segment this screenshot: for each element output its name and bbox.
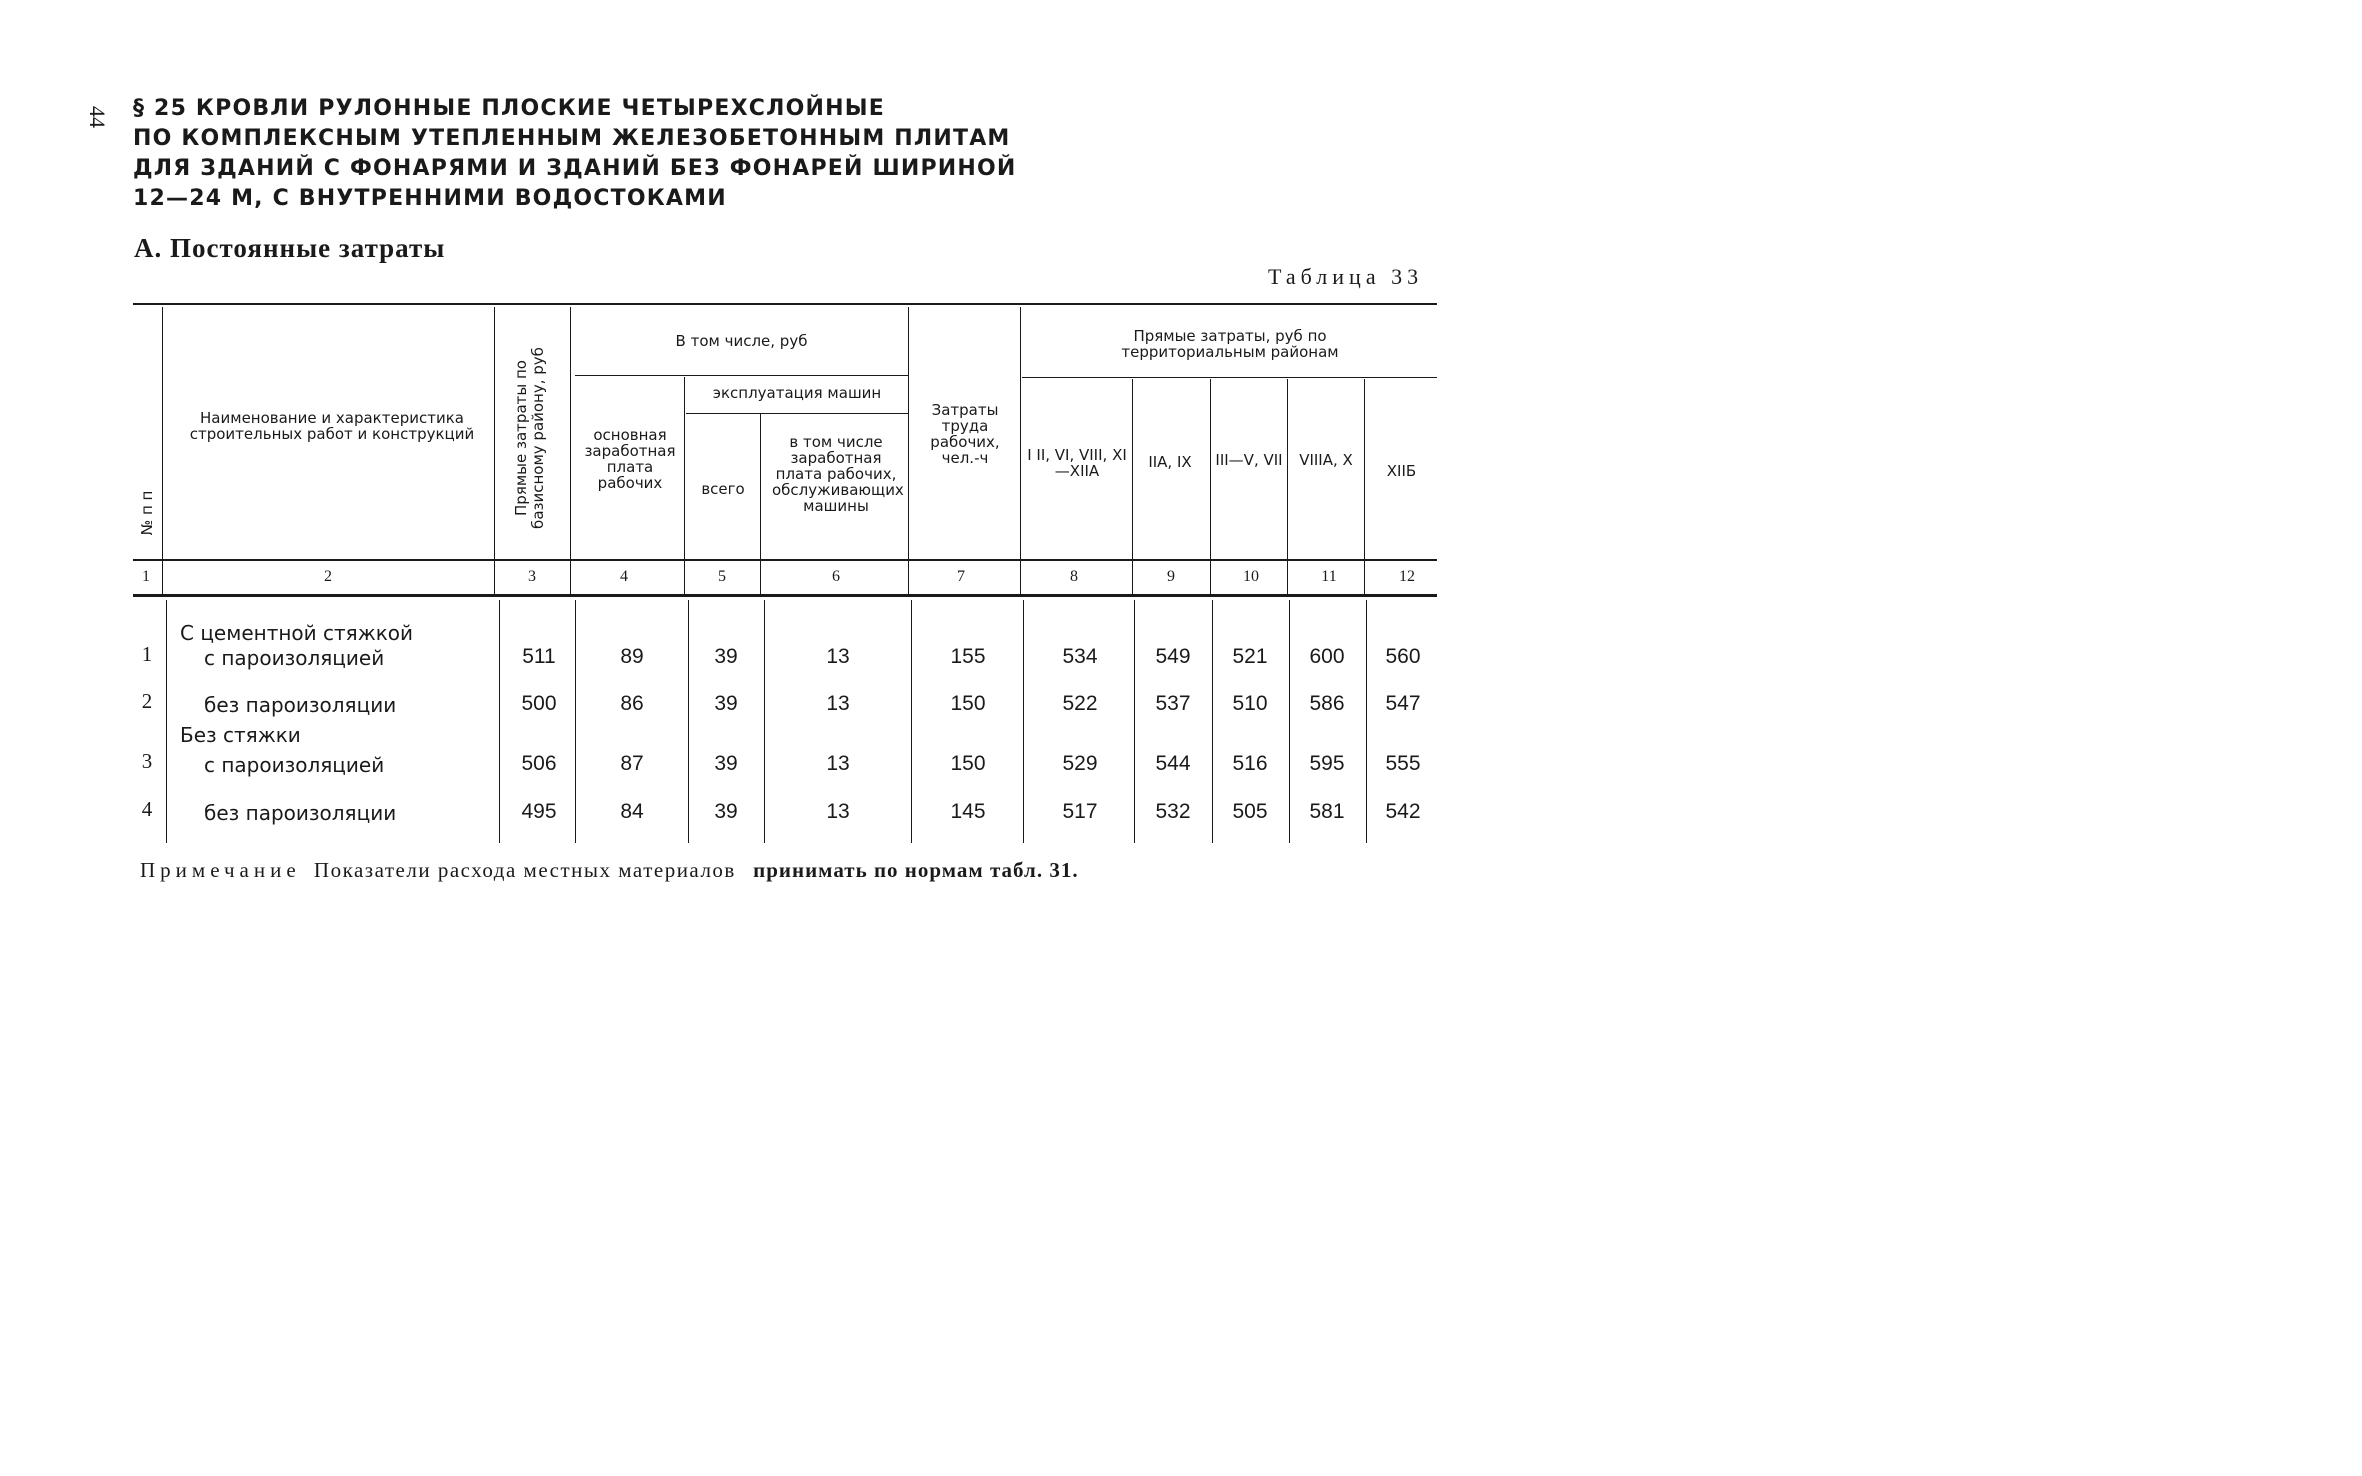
footnote-text: Показатели расхода местных материалов <box>313 858 736 882</box>
subheading: А. Постоянные затраты <box>134 233 446 263</box>
table-cell: 500 <box>521 692 557 715</box>
row-name: с пароизоляцией <box>204 753 385 777</box>
header-region-5: XIIБ <box>1386 462 1417 480</box>
table-cell: 155 <box>950 645 986 668</box>
table-cell: 537 <box>1155 692 1191 715</box>
table-cell: 547 <box>1385 692 1421 715</box>
table-cell: 39 <box>714 752 738 775</box>
table-cell: 506 <box>521 752 557 775</box>
column-number: 11 <box>1321 568 1337 585</box>
heading-line: ДЛЯ ЗДАНИЙ С ФОНАРЯМИ И ЗДАНИЙ БЕЗ ФОНАРЕЙ ШИРИНОЙ <box>133 156 1017 181</box>
column-number: 2 <box>324 568 332 585</box>
row-name: без пароизоляции <box>204 801 397 825</box>
table-cell: 529 <box>1062 752 1098 775</box>
table-cell: 39 <box>714 692 738 715</box>
row-name: без пароизоляции <box>204 693 397 717</box>
header-machines-wages: в том числе заработная плата рабочих, обслуживающих машины <box>772 433 904 515</box>
header-wages: основная заработная плата рабочих <box>584 426 676 492</box>
column-number: 12 <box>1399 568 1415 585</box>
header-incl-group: В том числе, руб <box>675 332 808 350</box>
table-cell: 86 <box>620 692 644 715</box>
column-number: 10 <box>1243 568 1259 585</box>
column-number: 9 <box>1167 568 1175 585</box>
header-labor: Затраты труда рабочих, чел.-ч <box>930 401 1000 467</box>
heading-line: ПО КОМПЛЕКСНЫМ УТЕПЛЕННЫМ ЖЕЛЕЗОБЕТОННЫМ ПЛИТАМ <box>133 126 1011 151</box>
table-cell: 150 <box>950 692 986 715</box>
table-cell: 13 <box>826 645 850 668</box>
table-cell: 39 <box>714 645 738 668</box>
header-region-1: I II, VI, VIII, XI—XIIA <box>1027 446 1127 480</box>
table-cell: 600 <box>1309 645 1345 668</box>
header-region-4: VIIIA, X <box>1299 451 1353 469</box>
table-cell: 505 <box>1232 800 1268 823</box>
table-cell: 13 <box>826 800 850 823</box>
heading-line: § 25 КРОВЛИ РУЛОННЫЕ ПЛОСКИЕ ЧЕТЫРЕХСЛОЙНЫЕ <box>133 96 885 121</box>
header-regions-group: Прямые затраты, руб по территориальным районам <box>1121 327 1339 361</box>
table-cell: 13 <box>826 752 850 775</box>
table-cell: 586 <box>1309 692 1345 715</box>
footnote <box>140 858 1079 883</box>
table-cell: 532 <box>1155 800 1191 823</box>
table-cell: 517 <box>1062 800 1098 823</box>
header-num: № п п <box>138 490 156 536</box>
column-number: 4 <box>620 568 628 585</box>
header-direct-base: Прямые затраты по базисному району, руб <box>512 347 547 529</box>
table-cell: 510 <box>1232 692 1268 715</box>
row-name: с пароизоляцией <box>204 646 385 670</box>
table-cell: 581 <box>1309 800 1345 823</box>
header-name: Наименование и характеристика строительных работ и конструкций <box>189 409 475 443</box>
table-cell: 522 <box>1062 692 1098 715</box>
header-region-2: IIA, IX <box>1148 453 1192 471</box>
row-number: 4 <box>141 797 153 821</box>
table-cell: 542 <box>1385 800 1421 823</box>
table-cell: 555 <box>1385 752 1421 775</box>
header-machines-group: эксплуатация машин <box>712 384 882 402</box>
table-cell: 560 <box>1385 645 1421 668</box>
header-machines-total: всего <box>701 480 745 498</box>
footnote-text-bold: принимать по нормам табл. 31. <box>753 858 1079 882</box>
page-number: 44 <box>85 106 110 128</box>
table-cell: 521 <box>1232 645 1268 668</box>
table-cell: 544 <box>1155 752 1191 775</box>
column-number: 5 <box>718 568 726 585</box>
table-cell: 516 <box>1232 752 1268 775</box>
table-cell: 595 <box>1309 752 1345 775</box>
footnote-label: Примечание <box>140 858 301 882</box>
table-cell: 549 <box>1155 645 1191 668</box>
column-number: 6 <box>832 568 840 585</box>
table-cell: 511 <box>522 645 556 668</box>
row-number: 2 <box>141 689 153 713</box>
table-cell: 534 <box>1062 645 1098 668</box>
header-region-3: III—V, VII <box>1215 451 1283 469</box>
table-cell: 89 <box>620 645 644 668</box>
row-number: 3 <box>141 749 153 773</box>
column-number: 7 <box>957 568 965 585</box>
table-cell: 13 <box>826 692 850 715</box>
column-number: 3 <box>528 568 536 585</box>
table-cell: 87 <box>620 752 644 775</box>
section-heading <box>133 94 1053 214</box>
table-cell: 39 <box>714 800 738 823</box>
group-label: С цементной стяжкой <box>180 621 414 645</box>
row-number: 1 <box>141 642 153 666</box>
table-cell: 495 <box>521 800 557 823</box>
column-number: 8 <box>1070 568 1078 585</box>
table-cell: 145 <box>950 800 986 823</box>
table-label: Таблица 33 <box>1268 264 1424 289</box>
group-label: Без стяжки <box>180 723 301 747</box>
column-number: 1 <box>142 568 150 585</box>
table-cell: 150 <box>950 752 986 775</box>
heading-line: 12—24 М, С ВНУТРЕННИМИ ВОДОСТОКАМИ <box>133 186 727 211</box>
table-cell: 84 <box>620 800 644 823</box>
